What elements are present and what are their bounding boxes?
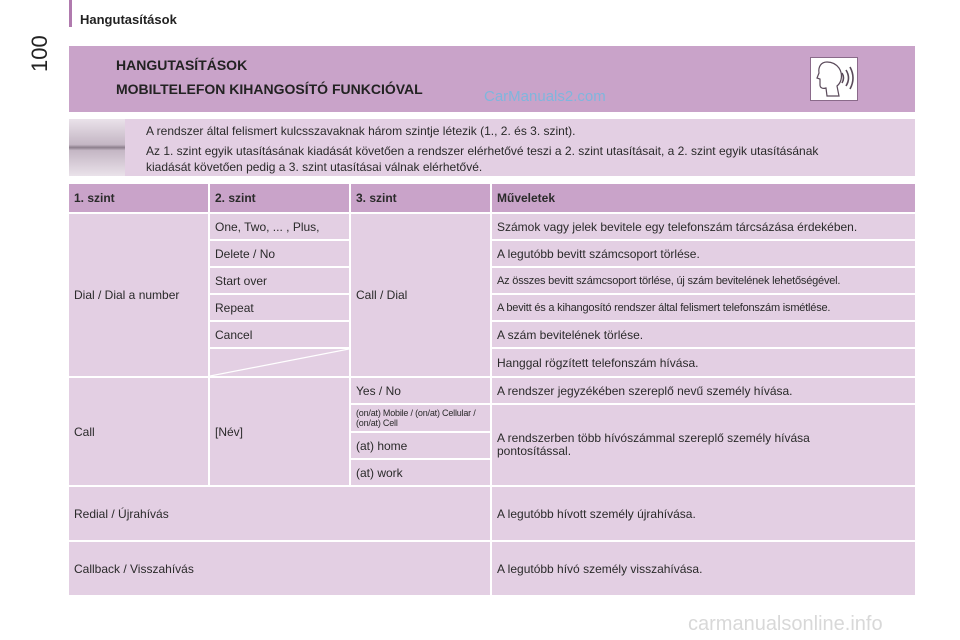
call-action-multi: A rendszerben több hívószámmal szereplő személy hívása pontosítással. <box>492 405 915 485</box>
call-level3-2: (at) home <box>351 433 490 458</box>
call-level3-1: (on/at) Mobile / (on/at) Cellular / (on/at) Cell <box>351 405 490 431</box>
dial-action-0: Számok vagy jelek bevitele egy telefonszám tárcsázása érdekében. <box>492 214 915 239</box>
page-title: HANGUTASÍTÁSOK <box>116 57 248 73</box>
call-level3-3: (at) work <box>351 460 490 485</box>
intro-line-1: A rendszer által felismert kulcsszavaknak három szintje létezik (1., 2. és 3. szint). <box>146 124 576 138</box>
dial-action-5: Hanggal rögzített telefonszám hívása. <box>492 349 915 376</box>
callback-action: A legutóbb hívó személy visszahívása. <box>492 542 915 595</box>
empty-cell-diagonal <box>210 349 349 376</box>
redial-action: A legutóbb hívott személy újrahívása. <box>492 487 915 540</box>
col-header-actions: Műveletek <box>492 184 915 212</box>
dial-level2-2: Start over <box>210 268 349 293</box>
dial-level2-1: Delete / No <box>210 241 349 266</box>
callback-level1: Callback / Visszahívás <box>69 542 490 595</box>
dial-action-2: Az összes bevitt számcsoport törlése, új szám bevitelének lehetőségével. <box>492 268 915 293</box>
dial-action-4: A szám bevitelének törlése. <box>492 322 915 347</box>
col-header-level3: 3. szint <box>351 184 490 212</box>
dial-level2-0: One, Two, ... , Plus, <box>210 214 349 239</box>
watermark-footer: carmanualsonline.info <box>688 613 883 635</box>
watermark-carmanuals: CarManuals2.com <box>484 88 606 105</box>
side-accent-bar <box>69 0 72 27</box>
intro-line-2: Az 1. szint egyik utasításának kiadását követően a rendszer elérhetővé teszi a 2. szint utasításait, a 2. szint egyik utasításának kiadását követően pedig a 3. szint utasításai válnak elérhetővé. <box>146 144 819 174</box>
page-number: 100 <box>27 35 52 72</box>
call-level3-0: Yes / No <box>351 378 490 403</box>
page-subtitle: MOBILTELEFON KIHANGOSÍTÓ FUNKCIÓVAL <box>116 81 423 97</box>
call-action-0: A rendszer jegyzékében szereplő nevű személy hívása. <box>492 378 915 403</box>
dial-level1: Dial / Dial a number <box>69 214 208 376</box>
dial-level3: Call / Dial <box>351 214 490 376</box>
dial-level2-3: Repeat <box>210 295 349 320</box>
dial-level2-empty <box>210 349 349 376</box>
redial-level1: Redial / Újrahívás <box>69 487 490 540</box>
steering-control-image <box>69 119 125 176</box>
speaking-head-icon <box>810 57 858 101</box>
call-level2: [Név] <box>210 378 349 485</box>
dial-action-1: A legutóbb bevitt számcsoport törlése. <box>492 241 915 266</box>
col-header-level2: 2. szint <box>210 184 349 212</box>
section-header: Hangutasítások <box>80 12 177 27</box>
dial-level2-4: Cancel <box>210 322 349 347</box>
col-header-level1: 1. szint <box>69 184 208 212</box>
dial-action-3: A bevitt és a kihangosító rendszer által felismert telefonszám ismétlése. <box>492 295 915 320</box>
call-level1: Call <box>69 378 208 485</box>
